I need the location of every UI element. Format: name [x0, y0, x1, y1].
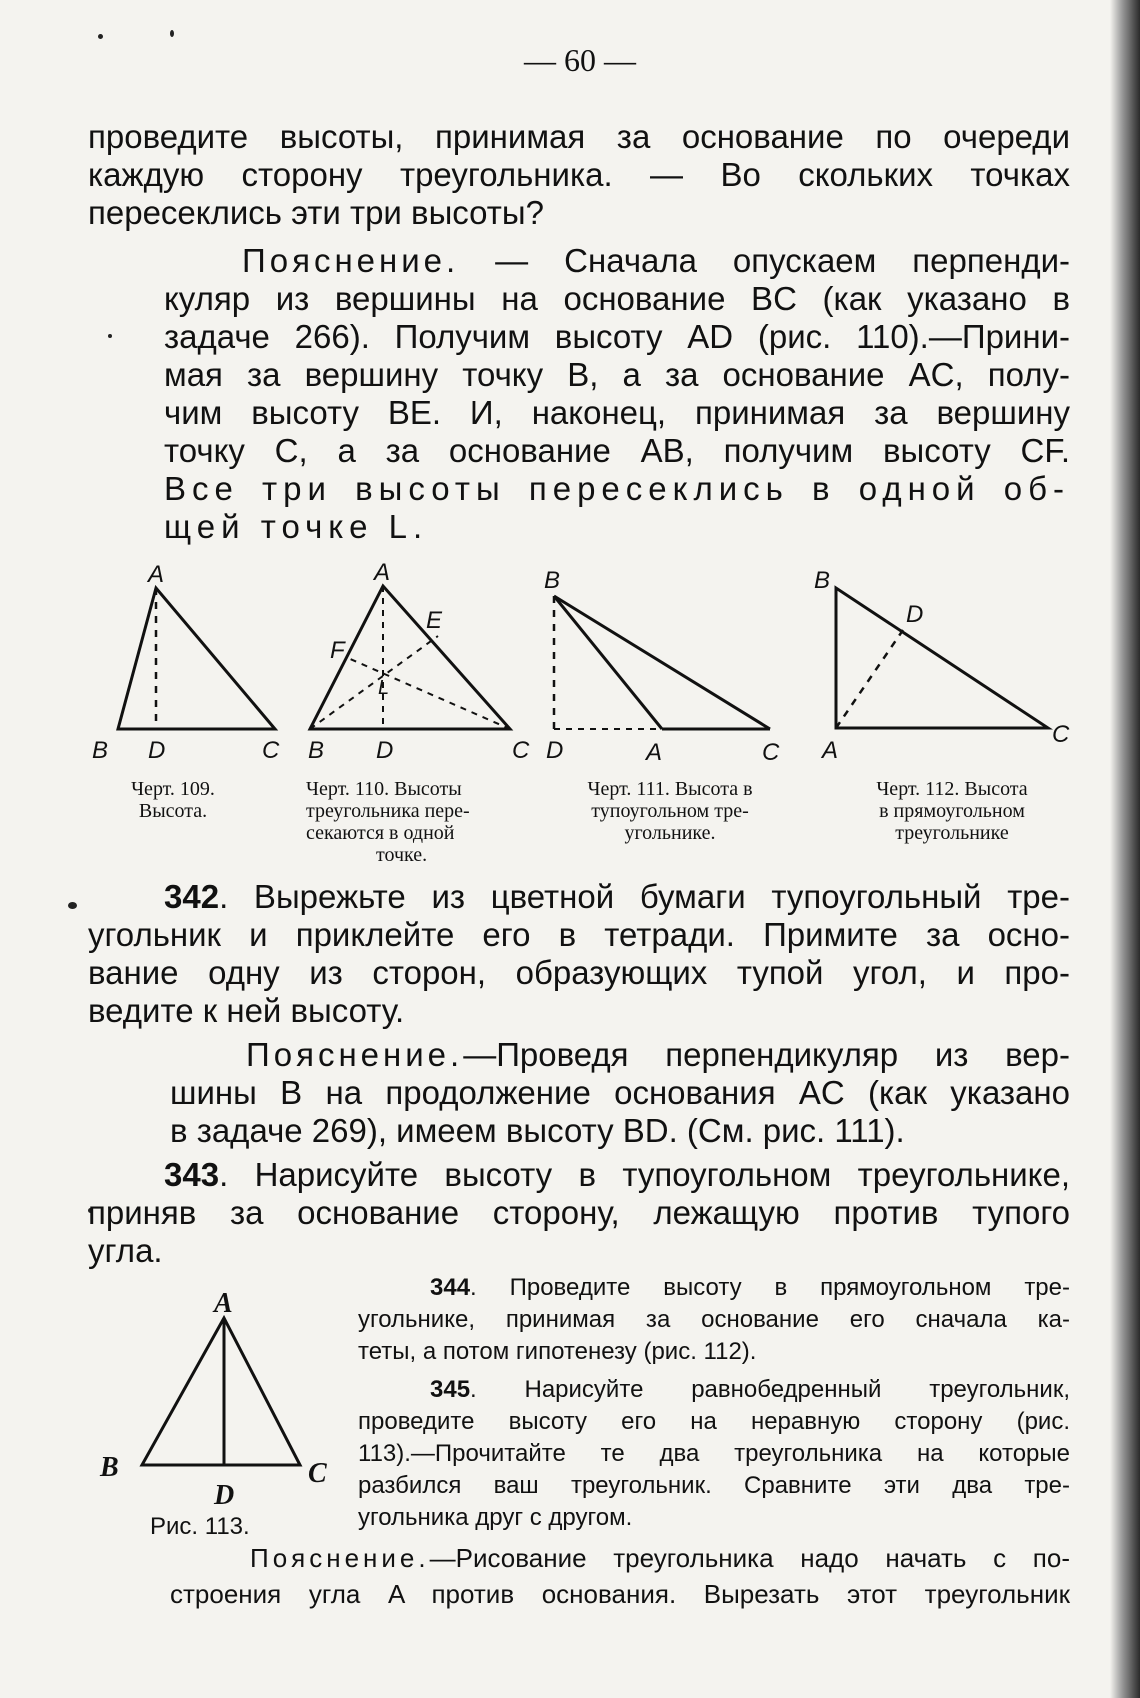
text-line: точку C, а за основание AB, получим высоту CF.	[164, 432, 1070, 469]
text-line: каждую сторону треугольника. — Во скольких точках	[88, 156, 1070, 193]
point-label-d: D	[376, 737, 394, 764]
text-line: вание одну из сторон, образующих тупой угол, и про-	[88, 954, 1070, 991]
text-fragment: —Рисование треугольника надо начать с по-	[429, 1543, 1070, 1573]
vertex-label-b: B	[92, 737, 109, 764]
figure-112-drawing	[812, 566, 1072, 766]
text-line: теты, а потом гипотенезу (рис. 112).	[358, 1338, 757, 1365]
explanation-paragraph-3	[170, 1540, 1070, 1612]
point-label-d: D	[906, 601, 924, 628]
explanation-paragraph-1	[164, 242, 1070, 546]
vertex-label-b: B	[100, 1452, 119, 1483]
triangle	[118, 588, 275, 729]
text-line: Все три высоты пересеклись в одной об-	[164, 470, 1070, 507]
task-344	[358, 1272, 1070, 1368]
vertex-label-b: B	[544, 567, 561, 594]
ink-speck	[68, 902, 77, 909]
text-fragment: . Нарисуйте высоту в тупоугольном треугольнике,	[219, 1156, 1070, 1193]
caption-line: Черт. 111. Высота в	[587, 778, 753, 800]
caption-line: Черт. 112. Высота	[876, 778, 1028, 800]
text-fragment: —Проведя перпендикуляр из вер-	[463, 1036, 1070, 1073]
caption-line: точке.	[376, 844, 428, 866]
vertex-label-a: A	[214, 1288, 233, 1319]
figure-113-caption: Рис. 113.	[150, 1513, 250, 1540]
vertex-label-c: C	[262, 737, 280, 764]
text-fragment: . Нарисуйте равнобедренный треугольник,	[470, 1376, 1070, 1403]
figure-112-caption	[832, 778, 1072, 844]
figure-112	[812, 566, 1072, 766]
text-line: угольник и приклейте его в тетради. Примите за осно-	[88, 916, 1070, 953]
vertex-label-b: B	[814, 567, 831, 594]
text-line: разбился ваш треугольник. Сравните эти два тре-	[358, 1472, 1070, 1499]
altitude-cf	[348, 658, 510, 729]
text-line: угольнике, принимая за основание его сначала ка-	[358, 1306, 1070, 1333]
point-label-d: D	[214, 1480, 235, 1511]
explanation-paragraph-2	[170, 1036, 1070, 1150]
triangle	[836, 588, 1048, 728]
caption-line: секаются в одной	[306, 822, 455, 844]
caption-line: треугольнике	[895, 822, 1009, 844]
task-number: 344	[430, 1274, 471, 1301]
caption-line: Высота.	[138, 800, 208, 822]
ink-speck	[98, 34, 103, 39]
explanation-label: Пояснение.	[250, 1543, 430, 1573]
point-label-d: D	[148, 737, 166, 764]
vertex-label-a: A	[374, 559, 391, 586]
isosceles-triangle	[142, 1318, 300, 1465]
figure-109	[90, 561, 290, 766]
text-line: проведите высоты, принимая за основание по очереди	[88, 118, 1070, 155]
task-number: 345	[430, 1376, 471, 1403]
task-number: 342	[164, 878, 220, 915]
text-line: строения угла A против основания. Вырезать этот треугольник	[170, 1579, 1070, 1609]
vertex-label-a: A	[822, 737, 839, 764]
caption-line: треугольника пере-	[306, 800, 470, 822]
vertex-label-c: C	[512, 737, 530, 764]
vertex-label-b: B	[308, 737, 325, 764]
explanation-label: Пояснение.	[242, 242, 460, 279]
vertex-label-a: A	[646, 739, 663, 766]
task-345	[358, 1374, 1070, 1534]
figure-109-drawing	[90, 561, 290, 766]
text-line: в задаче 269), имеем высоту BD. (См. рис. 111).	[170, 1112, 905, 1149]
vertex-label-c: C	[1052, 721, 1070, 748]
text-line	[170, 1540, 1070, 1576]
caption-line: угольнике.	[624, 822, 716, 844]
caption-line: Черт. 110. Высоты	[306, 778, 462, 800]
vertex-label-a: A	[148, 561, 165, 588]
vertex-label-c: C	[308, 1458, 327, 1489]
figure-110	[300, 559, 540, 766]
task-number: 343	[164, 1156, 220, 1193]
text-line: щей точке L.	[164, 508, 429, 545]
triangle-side-bc	[554, 596, 770, 729]
text-line: шины B на продолжение основания AC (как указано	[170, 1074, 1070, 1111]
vertex-label-c: C	[762, 739, 780, 766]
text-line: угольника друг с другом.	[358, 1504, 633, 1531]
text-line	[358, 1374, 1070, 1406]
caption-line: в прямоугольном	[879, 800, 1025, 822]
caption-line: тупоугольном тре-	[591, 800, 749, 822]
text-fragment: . Проведите высоту в прямоугольном тре-	[470, 1274, 1070, 1301]
explanation-label: Пояснение.	[246, 1036, 464, 1073]
page-number: — 60 —	[524, 42, 636, 78]
figure-113	[96, 1286, 336, 1516]
point-label-l: L	[378, 677, 390, 699]
figure-113-drawing	[96, 1286, 336, 1516]
text-line: 113).—Прочитайте те два треугольника на которые	[358, 1440, 1070, 1467]
text-line: угла.	[88, 1232, 163, 1269]
text-fragment: . Вырежьте из цветной бумаги тупоугольный тре-	[219, 878, 1070, 915]
ink-speck	[170, 30, 174, 37]
figure-111-caption	[550, 778, 790, 844]
text-line: пересеклись эти три высоты?	[88, 194, 544, 231]
text-line: задаче 266). Получим высоту AD (рис. 110).—Прини-	[164, 318, 1070, 355]
intro-paragraph	[88, 118, 1070, 232]
text-line: куляр из вершины на основание BC (как указано в	[164, 280, 1070, 317]
text-line	[170, 1036, 1070, 1074]
text-line: чим высоту BE. И, наконец, принимая за вершину	[164, 394, 1070, 431]
ink-speck	[108, 334, 112, 338]
task-343	[88, 1156, 1070, 1270]
text-line: мая за вершину точку B, а за основание AC, полу-	[164, 356, 1070, 393]
altitude-ad	[836, 630, 903, 728]
page-edge-shadow	[1110, 0, 1140, 1698]
figure-110-caption	[306, 778, 536, 866]
text-line: приняв за основание сторону, лежащую против тупого	[88, 1194, 1070, 1231]
caption-line: Черт. 109.	[131, 778, 215, 800]
figure-111	[540, 566, 800, 766]
point-label-f: F	[330, 637, 345, 664]
text-line	[358, 1272, 1070, 1304]
figure-110-drawing	[300, 559, 540, 766]
text-line	[88, 1156, 1070, 1194]
figure-111-drawing	[540, 566, 800, 766]
text-line	[88, 878, 1070, 916]
text-fragment: — Сначала опускаем перпенди-	[495, 242, 1071, 279]
task-342	[88, 878, 1070, 1030]
text-line: проведите высоту его на неравную сторону (рис.	[358, 1408, 1070, 1435]
point-label-d: D	[546, 737, 564, 764]
text-line: ведите к ней высоту.	[88, 992, 405, 1029]
triangle-side-ba	[554, 596, 662, 729]
figure-109-caption	[108, 778, 238, 822]
text-line	[164, 242, 1070, 280]
point-label-e: E	[426, 607, 443, 634]
